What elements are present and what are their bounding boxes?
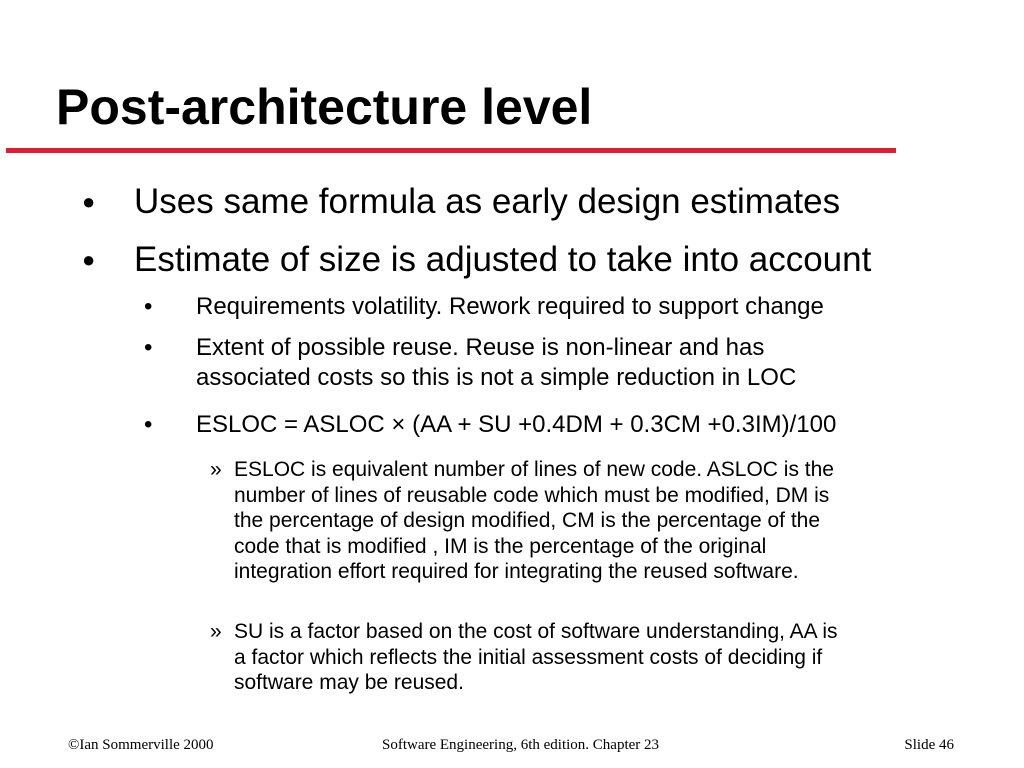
footer-copyright: ©Ian Sommerville 2000	[68, 737, 214, 753]
bullet-text: Uses same formula as early design estimates	[134, 182, 841, 221]
dot-bullet-icon: •	[144, 293, 153, 320]
dot-bullet-icon: •	[144, 411, 153, 438]
formula-text: ESLOC = ASLOC × (AA + SU +0.4DM + 0.3CM +0.3IM)/100	[196, 411, 837, 438]
sub-bullet-text: Extent of possible reuse. Reuse is non-linear and has associated costs so this is not a simple reduction in LOC	[196, 334, 797, 391]
detail-text: SU is a factor based on the cost of software understanding, AA is a factor which reflects the initial assessment costs of deciding if software may be reused.	[234, 620, 838, 694]
bullet-text: Estimate of size is adjusted to take into account	[134, 240, 872, 279]
sub-bullet-text: Requirements volatility. Rework required to support change	[196, 293, 824, 320]
footer-book-title: Software Engineering, 6th edition. Chapter 23	[382, 737, 660, 753]
chevron-bullet-icon: »	[210, 620, 222, 643]
slide-title: Post-architecture level	[56, 79, 593, 135]
round-bullet-icon: ●	[82, 189, 96, 214]
title-underline	[6, 148, 896, 153]
dot-bullet-icon: •	[144, 334, 153, 361]
detail-text: ESLOC is equivalent number of lines of new code. ASLOC is the number of lines of reusable code which must be modified, DM is the percentage of design modified, CM is the percentage of the code that is modified , IM is the percentage of the original integration effort required for integrating the reused software.	[234, 458, 834, 583]
footer-slide-number: Slide 46	[904, 737, 954, 753]
round-bullet-icon: ●	[82, 247, 96, 272]
chevron-bullet-icon: »	[210, 458, 222, 481]
